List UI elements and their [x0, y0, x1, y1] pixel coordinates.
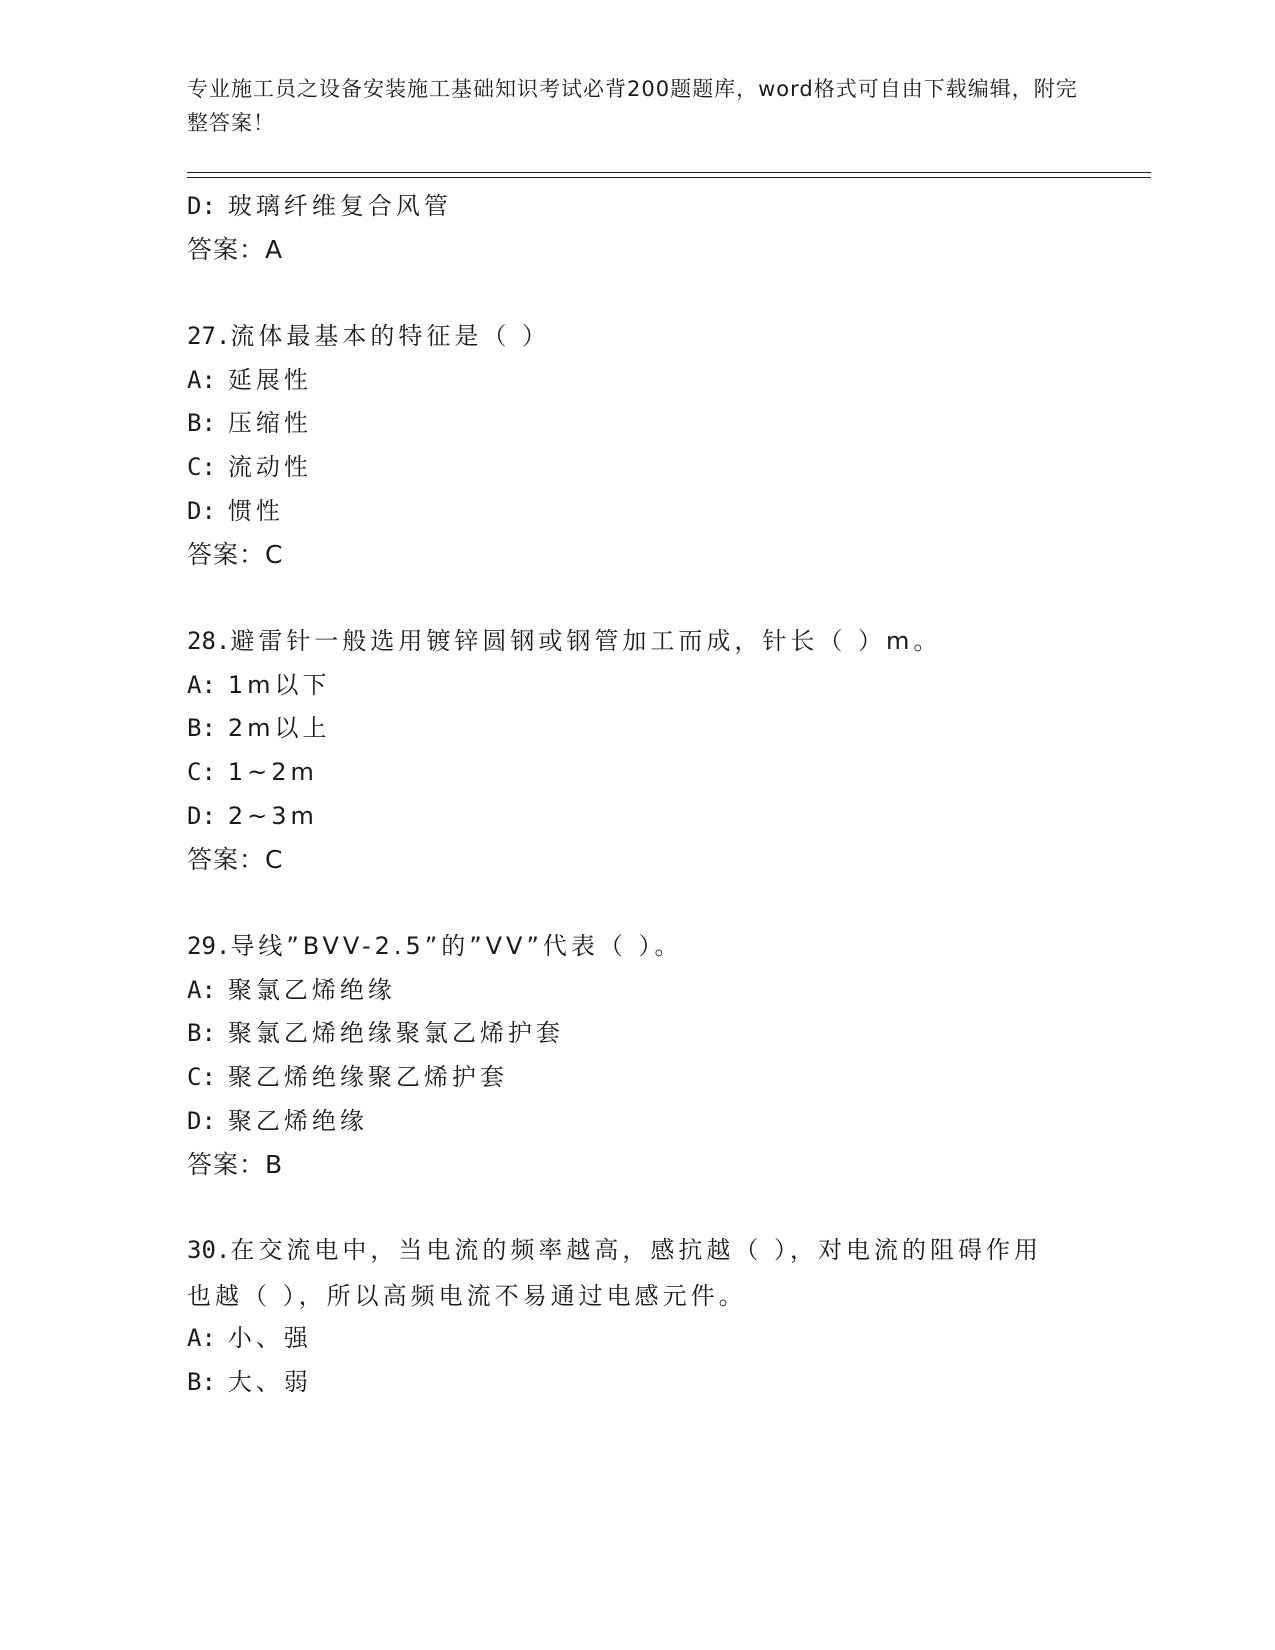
- answer-value: C: [265, 540, 284, 569]
- question-28: [187, 618, 1087, 664]
- option-text: 大、弱: [227, 1368, 312, 1396]
- option-text: 压缩性: [227, 409, 312, 437]
- option-prefix: D:: [187, 802, 216, 830]
- option-text: 聚氯乙烯绝缘聚氯乙烯护套: [227, 1019, 564, 1047]
- answer-label: 答案：: [187, 1150, 266, 1179]
- answer-value: C: [265, 845, 284, 874]
- question-text: 流体最基本的特征是（ ）: [230, 322, 550, 350]
- option-text: 惯性: [227, 497, 284, 525]
- option-prefix: C:: [187, 758, 216, 786]
- q29-option-c: [187, 1061, 508, 1093]
- q27-option-a: [187, 364, 312, 396]
- option-prefix: D:: [187, 497, 216, 525]
- question-text: 在交流电中，当电流的频率越高，感抗越（ ），对电流的阻碍作用也越（ ），所以高频电流不易通过电感元件。: [187, 1236, 1042, 1310]
- option-prefix: B:: [187, 409, 216, 437]
- option-text: 聚乙烯绝缘聚乙烯护套: [227, 1063, 508, 1091]
- q30-option-b: [187, 1366, 312, 1398]
- option-text: 玻璃纤维复合风管: [227, 192, 452, 220]
- option-text: 2~3m: [227, 802, 318, 830]
- option-text: 1m以下: [227, 671, 331, 699]
- option-prefix: D:: [187, 192, 216, 220]
- option-prefix: A:: [187, 366, 216, 394]
- option-text: 聚乙烯绝缘: [227, 1107, 368, 1135]
- answer-label: 答案：: [187, 235, 266, 264]
- option-prefix: C:: [187, 453, 216, 481]
- question-number: 27.: [187, 322, 231, 350]
- q28-answer: [187, 844, 283, 876]
- q28-option-b: [187, 712, 331, 744]
- option-text: 1~2m: [227, 758, 318, 786]
- q28-option-a: [187, 669, 331, 701]
- q27-option-d: [187, 495, 284, 527]
- option-prefix: B:: [187, 1019, 216, 1047]
- option-text: 延展性: [227, 366, 312, 394]
- question-number: 28.: [187, 627, 231, 655]
- header-rule-top: [187, 172, 1151, 173]
- q29-option-b: [187, 1017, 564, 1049]
- prev-answer: [187, 234, 283, 266]
- q30-option-a: [187, 1322, 312, 1354]
- question-number: 29.: [187, 932, 231, 960]
- option-text: 聚氯乙烯绝缘: [227, 976, 396, 1004]
- q28-option-d: [187, 800, 318, 832]
- answer-value: A: [265, 235, 284, 264]
- q27-answer: [187, 539, 283, 571]
- answer-value: B: [265, 1150, 284, 1179]
- prev-option-d: [187, 190, 452, 222]
- option-prefix: B:: [187, 1368, 216, 1396]
- option-prefix: C:: [187, 1063, 216, 1091]
- header-rule-bottom: [187, 177, 1151, 178]
- answer-label: 答案：: [187, 540, 266, 569]
- q29-option-d: [187, 1105, 368, 1137]
- question-27: [187, 313, 1087, 359]
- q28-option-c: [187, 756, 318, 788]
- q29-option-a: [187, 974, 396, 1006]
- question-30: [187, 1227, 1067, 1319]
- option-prefix: A:: [187, 671, 216, 699]
- question-29: [187, 923, 1087, 969]
- q29-answer: [187, 1149, 283, 1181]
- document-header: 专业施工员之设备安装施工基础知识考试必背200题题库，word格式可自由下载编辑，附完整答案！: [187, 77, 1078, 135]
- option-text: 2m以上: [227, 714, 331, 742]
- question-text: 避雷针一般选用镀锌圆钢或钢管加工而成，针长（ ）m。: [230, 627, 942, 655]
- option-prefix: A:: [187, 976, 216, 1004]
- option-prefix: A:: [187, 1324, 216, 1352]
- q27-option-b: [187, 407, 312, 439]
- question-text: 导线”BVV-2.5”的”VV”代表（ ）。: [230, 932, 683, 960]
- option-text: 小、强: [227, 1324, 312, 1352]
- option-prefix: B:: [187, 714, 216, 742]
- q27-option-c: [187, 451, 312, 483]
- answer-label: 答案：: [187, 845, 266, 874]
- option-prefix: D:: [187, 1107, 216, 1135]
- option-text: 流动性: [227, 453, 312, 481]
- question-number: 30.: [187, 1236, 231, 1264]
